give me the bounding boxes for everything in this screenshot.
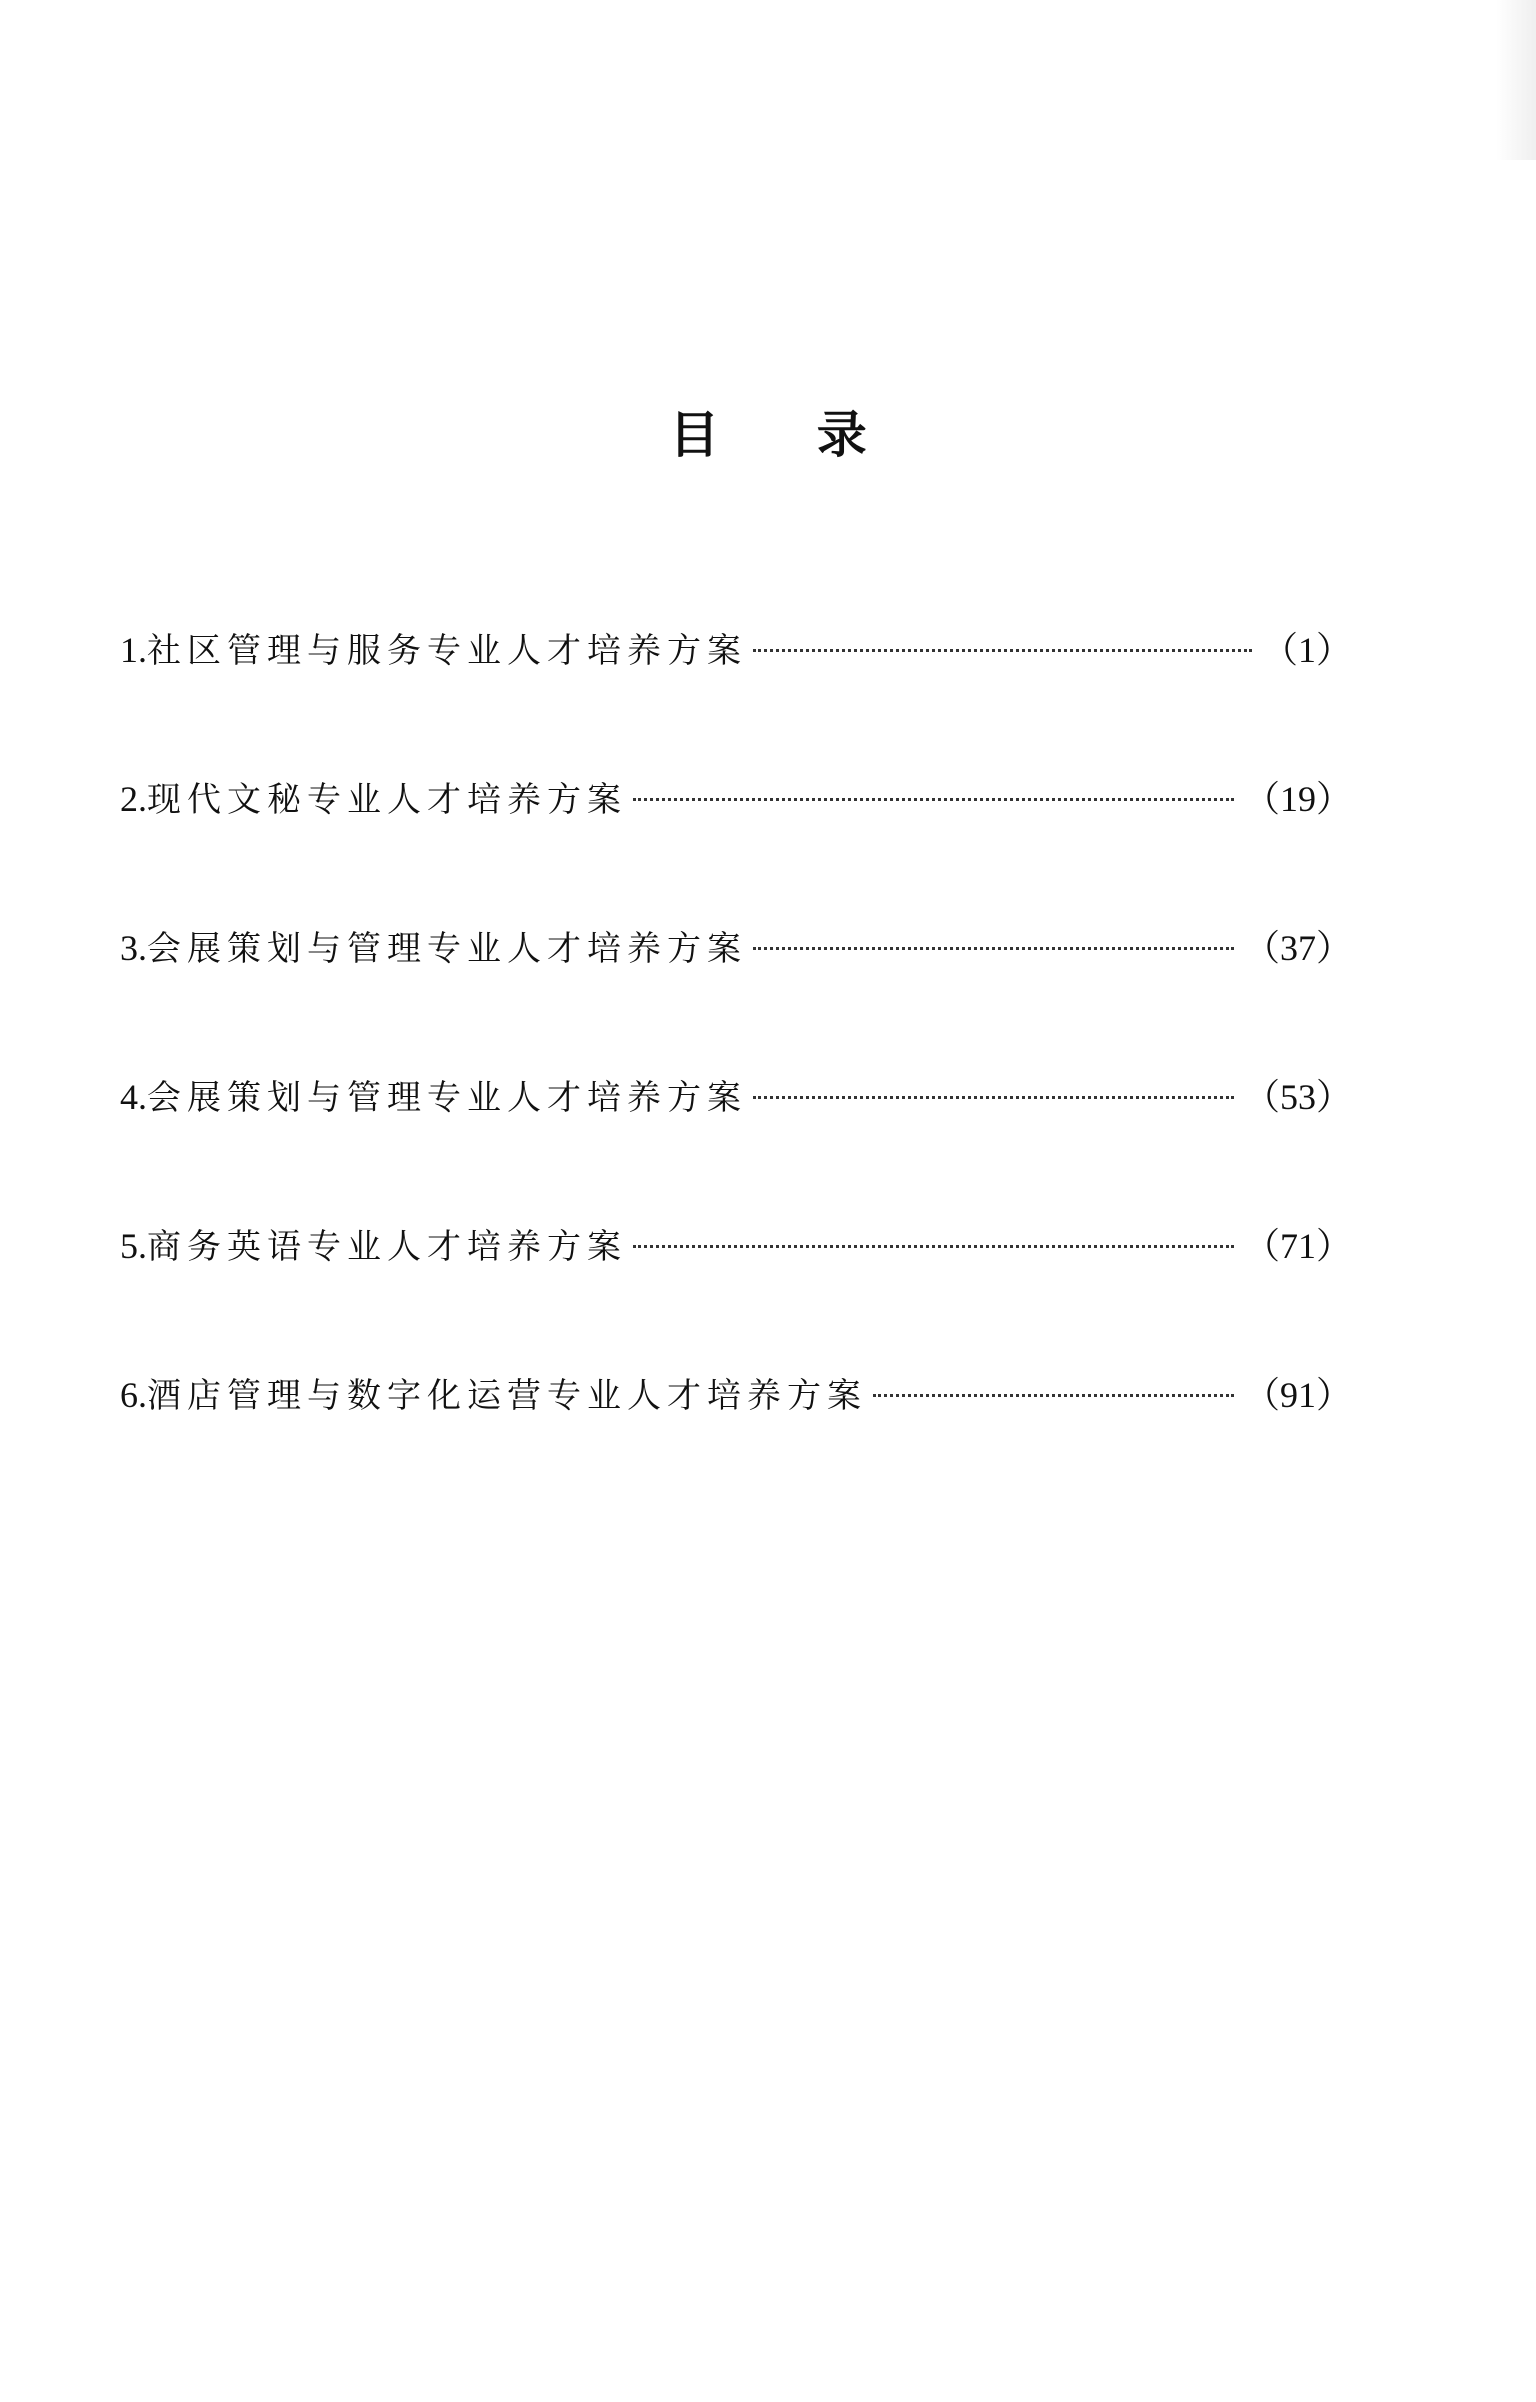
toc-entry-number: 2. <box>120 779 147 819</box>
toc-title: 目 录 <box>669 406 907 464</box>
scan-edge-shadow <box>1496 0 1536 160</box>
toc-entry-number: 5. <box>120 1226 147 1266</box>
toc-entry-page: （1） <box>1261 630 1352 670</box>
toc-entry-2[interactable] <box>120 769 1352 829</box>
toc-entry-label: 现代文秘专业人才培养方案 <box>147 780 627 820</box>
dot-leader <box>633 798 1234 801</box>
toc-entry-number: 4. <box>120 1077 147 1117</box>
toc-entry-page: （19） <box>1243 779 1352 819</box>
toc-list <box>120 620 1352 1514</box>
toc-entry-5[interactable] <box>120 1216 1352 1276</box>
dot-leader <box>753 1096 1234 1099</box>
toc-entry-number: 6. <box>120 1375 147 1415</box>
toc-entry-number: 1. <box>120 630 147 670</box>
dot-leader <box>753 947 1234 950</box>
toc-entry-3[interactable] <box>120 918 1352 978</box>
toc-entry-page: （71） <box>1243 1226 1352 1266</box>
toc-entry-6[interactable] <box>120 1365 1352 1425</box>
toc-entry-number: 3. <box>120 928 147 968</box>
toc-entry-page: （37） <box>1243 928 1352 968</box>
toc-entry-label: 酒店管理与数字化运营专业人才培养方案 <box>147 1376 867 1416</box>
toc-entry-page: （53） <box>1243 1077 1352 1117</box>
toc-entry-page: （91） <box>1243 1375 1352 1415</box>
toc-entry-1[interactable] <box>120 620 1352 680</box>
toc-entry-label: 商务英语专业人才培养方案 <box>147 1227 627 1267</box>
toc-entry-label: 会展策划与管理专业人才培养方案 <box>147 1078 747 1118</box>
toc-entry-4[interactable] <box>120 1067 1352 1127</box>
toc-entry-label: 社区管理与服务专业人才培养方案 <box>147 631 747 671</box>
toc-entry-label: 会展策划与管理专业人才培养方案 <box>147 929 747 969</box>
dot-leader <box>633 1245 1234 1248</box>
dot-leader <box>753 649 1252 652</box>
dot-leader <box>873 1394 1234 1397</box>
